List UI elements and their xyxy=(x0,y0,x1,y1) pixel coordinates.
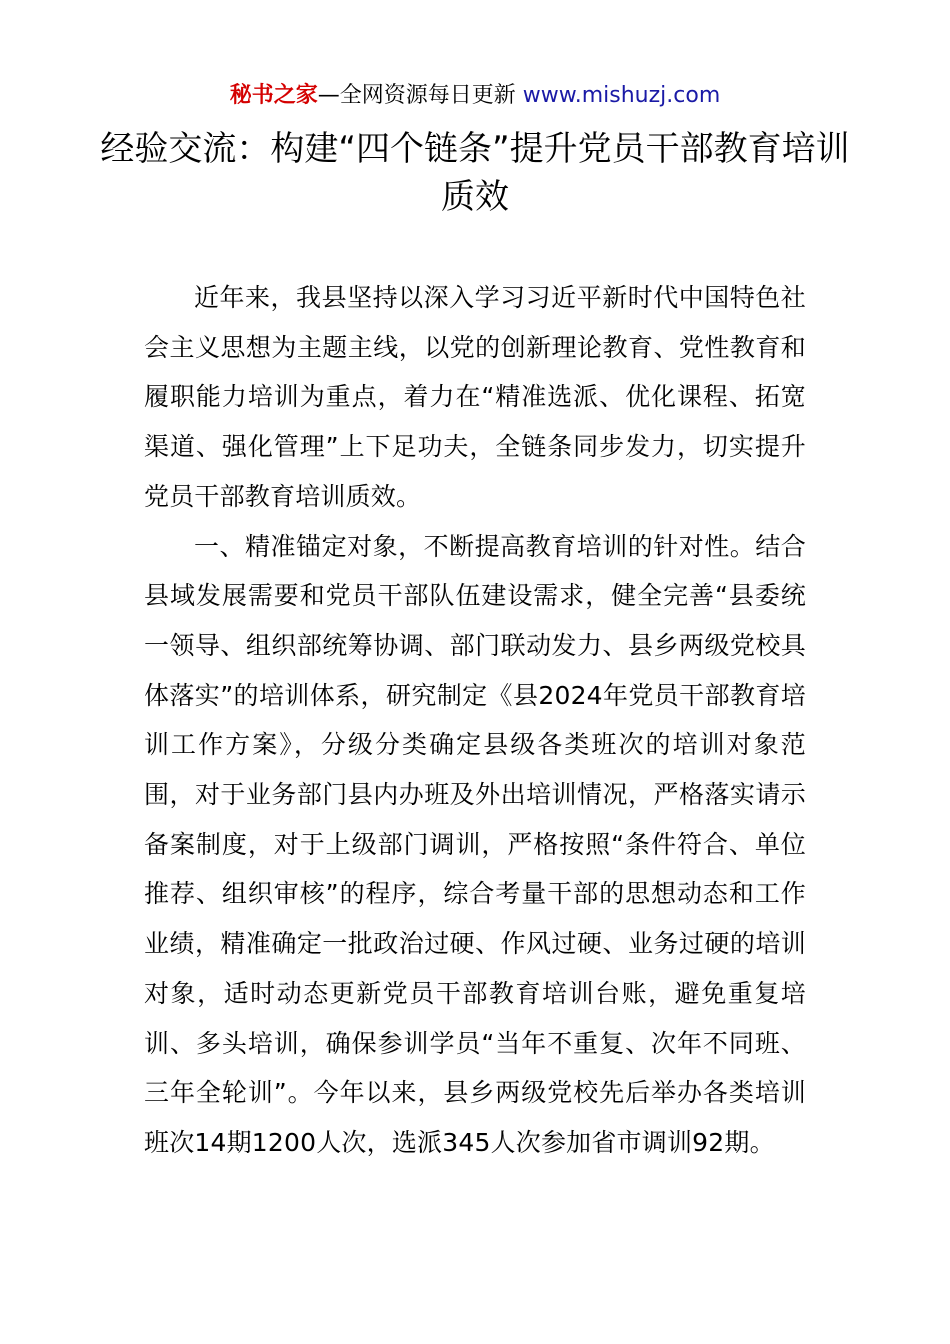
body-paragraph-section-1: 一、精准锚定对象，不断提高教育培训的针对性。结合县域发展需要和党员干部队伍建设需求，健全完善“县委统一领导、组织部统筹协调、部门联动发力、县乡两级党校具体落实”的培训体系，研究制定《县2024年党员干部教育培训工作方案》，分级分类确定县级各类班次的培训对象范围，对于业务部门县内办班及外出培训情况，严格落实请示备案制度，对于上级部门调训，严格按照“条件符合、单位推荐、组织审核”的程序，综合考量干部的思想动态和工作业绩，精准确定一批政治过硬、作风过硬、业务过硬的培训对象，适时动态更新党员干部教育培训台账，避免重复培训、多头培训，确保参训学员“当年不重复、次年不同班、三年全轮训”。今年以来，县乡两级党校先后举办各类培训班次14期1200人次，选派345人次参加省市调训92期。 xyxy=(144,531,806,1157)
brand-name: 秘书之家 xyxy=(229,83,318,108)
document-body xyxy=(144,273,806,1168)
document-title: 经验交流：构建“四个链条”提升党员干部教育培训质效 xyxy=(100,129,850,217)
site-header xyxy=(0,80,950,112)
site-url: www.mishuzj.com xyxy=(522,83,721,108)
body-paragraph-intro: 近年来，我县坚持以深入学习习近平新时代中国特色社会主义思想为主题主线，以党的创新理论教育、党性教育和履职能力培训为重点，着力在“精准选派、优化课程、拓宽渠道、强化管理”上下足功夫，全链条同步发力，切实提升党员干部教育培训质效。 xyxy=(144,283,806,511)
header-tagline: —全网资源每日更新 xyxy=(317,83,516,108)
